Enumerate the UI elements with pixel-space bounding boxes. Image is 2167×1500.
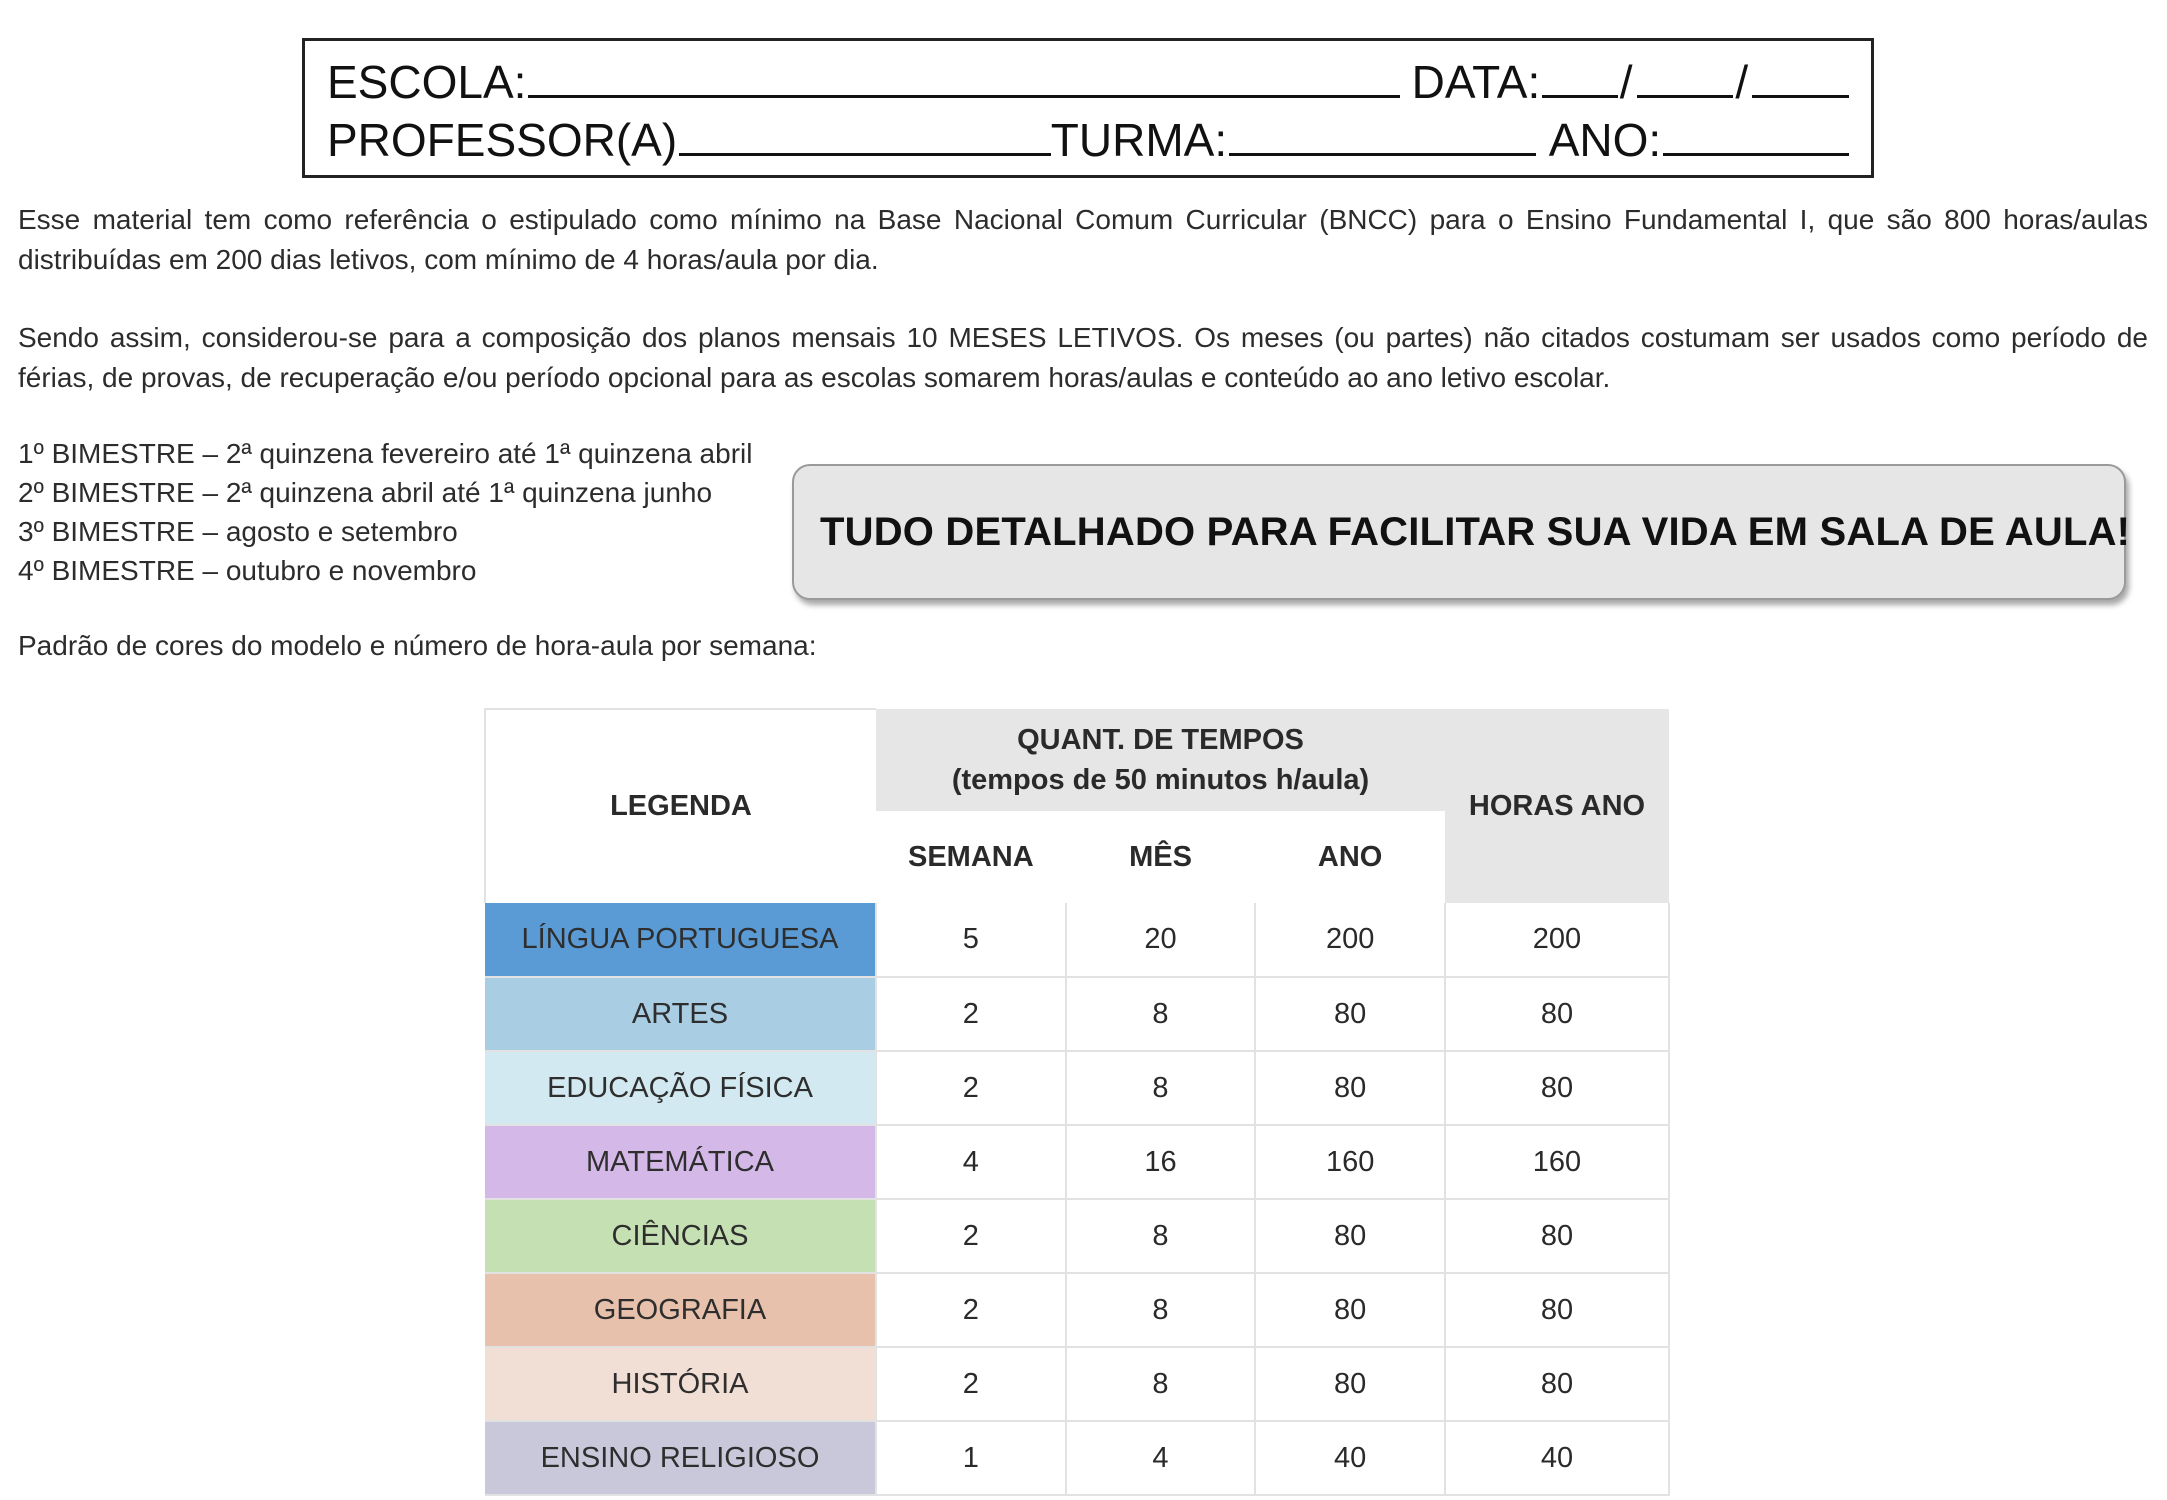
table-row (485, 1199, 1669, 1273)
date-separator: / (1735, 56, 1749, 108)
table-row (485, 1273, 1669, 1347)
semana-cell: 2 (876, 1347, 1066, 1421)
horas-ano-cell: 40 (1445, 1421, 1669, 1495)
header-line-1 (327, 55, 1849, 109)
ano-cell: 80 (1255, 1051, 1445, 1125)
mes-cell: 8 (1066, 1273, 1256, 1347)
ano-cell: 40 (1255, 1421, 1445, 1495)
data-label: DATA: (1411, 56, 1541, 108)
ano-cell: 200 (1255, 903, 1445, 977)
horas-ano-cell: 80 (1445, 1051, 1669, 1125)
header-horas-ano: HORAS ANO (1445, 709, 1669, 903)
subheader-semana: SEMANA (876, 811, 1066, 903)
semana-cell: 2 (876, 1273, 1066, 1347)
date-separator: / (1619, 56, 1633, 108)
professor-field[interactable] (679, 113, 1051, 156)
ano-cell: 80 (1255, 1273, 1445, 1347)
mes-cell: 4 (1066, 1421, 1256, 1495)
intro-paragraph-2: Sendo assim, considerou-se para a composição dos planos mensais 10 MESES LETIVOS. Os meses (ou partes) não citados costumam ser usados como período de férias, de provas, de recuperação e/ou período opcional para as escolas somarem horas/aulas e conteúdo ao ano letivo escolar. (18, 322, 2148, 393)
ano-field[interactable] (1663, 113, 1849, 156)
subheader-mes: MÊS (1066, 811, 1256, 903)
escola-field[interactable] (528, 55, 1400, 98)
horas-ano-cell: 80 (1445, 1273, 1669, 1347)
mes-cell: 8 (1066, 1199, 1256, 1273)
ano-cell: 80 (1255, 1199, 1445, 1273)
date-year-field[interactable] (1752, 55, 1849, 98)
table-row (485, 977, 1669, 1051)
horas-ano-cell: 80 (1445, 977, 1669, 1051)
horas-ano-cell: 80 (1445, 1199, 1669, 1273)
escola-label: ESCOLA: (327, 56, 527, 108)
bimestre-item: 1º BIMESTRE – 2ª quinzena fevereiro até 1ª quinzena abril (18, 438, 753, 469)
subject-cell: ARTES (485, 977, 876, 1051)
date-day-field[interactable] (1542, 55, 1618, 98)
mes-cell: 8 (1066, 977, 1256, 1051)
subject-cell: EDUCAÇÃO FÍSICA (485, 1051, 876, 1125)
semana-cell: 5 (876, 903, 1066, 977)
subject-cell: MATEMÁTICA (485, 1125, 876, 1199)
subject-cell: CIÊNCIAS (485, 1199, 876, 1273)
header-quant-tempos (876, 709, 1445, 811)
hours-table (484, 708, 1670, 1496)
subject-cell: LÍNGUA PORTUGUESA (485, 903, 876, 977)
header-quant-line2: (tempos de 50 minutos h/aula) (951, 764, 1370, 796)
subject-cell: GEOGRAFIA (485, 1273, 876, 1347)
horas-ano-cell: 200 (1445, 903, 1669, 977)
table-row (485, 1421, 1669, 1495)
bimestre-list (18, 434, 752, 590)
header-line-2 (327, 113, 1849, 167)
horas-ano-cell: 160 (1445, 1125, 1669, 1199)
date-month-field[interactable] (1637, 55, 1734, 98)
table-row (485, 1125, 1669, 1199)
header-form-box (302, 38, 1874, 178)
bimestre-item: 4º BIMESTRE – outubro e novembro (18, 555, 477, 586)
mes-cell: 8 (1066, 1051, 1256, 1125)
turma-label: TURMA: (1050, 114, 1228, 166)
table-row (485, 1051, 1669, 1125)
ano-cell: 160 (1255, 1125, 1445, 1199)
table-row (485, 903, 1669, 977)
header-legenda: LEGENDA (485, 709, 876, 903)
ano-label: ANO: (1548, 114, 1662, 166)
table-row (485, 1347, 1669, 1421)
intro-paragraph-1: Esse material tem como referência o estipulado como mínimo na Base Nacional Comum Curricular (BNCC) para o Ensino Fundamental I, que são 800 horas/aulas distribuídas em 200 dias letivos, com mínimo de 4 horas/aula por dia. (18, 204, 2148, 275)
colors-label: Padrão de cores do modelo e número de hora-aula por semana: (18, 630, 817, 661)
professor-label: PROFESSOR(A) (327, 114, 678, 166)
horas-ano-cell: 80 (1445, 1347, 1669, 1421)
banner-text: TUDO DETALHADO PARA FACILITAR SUA VIDA EM SALA DE AULA! (820, 509, 2131, 554)
mes-cell: 20 (1066, 903, 1256, 977)
semana-cell: 2 (876, 977, 1066, 1051)
semana-cell: 2 (876, 1199, 1066, 1273)
bimestre-item: 3º BIMESTRE – agosto e setembro (18, 516, 458, 547)
mes-cell: 8 (1066, 1347, 1256, 1421)
turma-field[interactable] (1229, 113, 1536, 156)
bimestre-item: 2º BIMESTRE – 2ª quinzena abril até 1ª quinzena junho (18, 477, 713, 508)
subject-cell: HISTÓRIA (485, 1347, 876, 1421)
semana-cell: 4 (876, 1125, 1066, 1199)
header-quant-line1: QUANT. DE TEMPOS (1017, 724, 1304, 756)
subject-cell: ENSINO RELIGIOSO (485, 1421, 876, 1495)
semana-cell: 2 (876, 1051, 1066, 1125)
ano-cell: 80 (1255, 1347, 1445, 1421)
semana-cell: 1 (876, 1421, 1066, 1495)
highlight-banner (792, 464, 2131, 600)
subheader-ano: ANO (1255, 811, 1445, 903)
ano-cell: 80 (1255, 977, 1445, 1051)
mes-cell: 16 (1066, 1125, 1256, 1199)
